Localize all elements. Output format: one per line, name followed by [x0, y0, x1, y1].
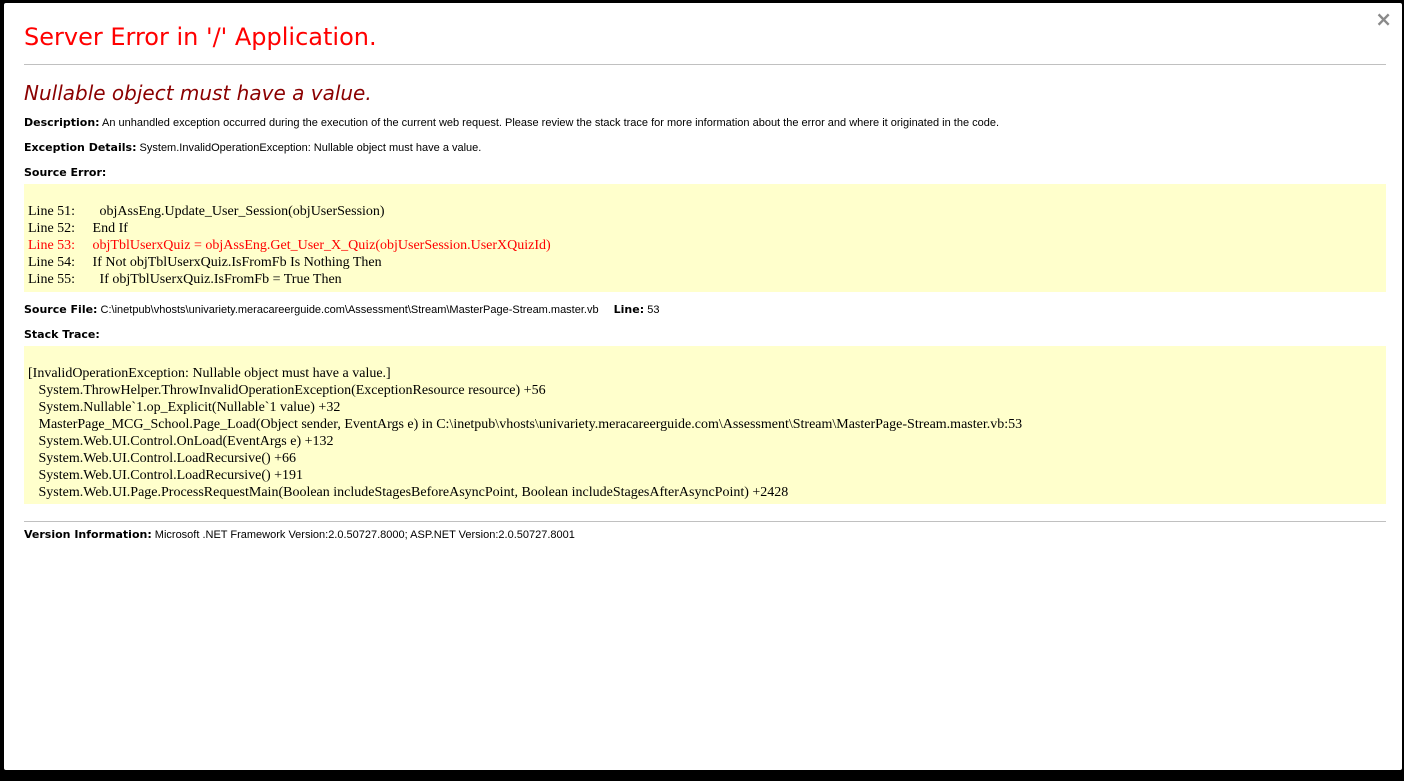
version-row: [24, 528, 1386, 542]
source-line: Line 52: End If: [28, 221, 128, 236]
description-label: Description:: [24, 116, 100, 129]
source-code-box: [24, 184, 1386, 292]
exception-label: Exception Details:: [24, 141, 137, 154]
stack-line: System.Web.UI.Control.LoadRecursive() +66: [28, 451, 297, 466]
stack-line: System.ThrowHelper.ThrowInvalidOperationException(ExceptionResource resource) +56: [28, 383, 546, 398]
line-label: Line:: [613, 303, 645, 316]
stack-line: System.Nullable`1.op_Explicit(Nullable`1 value) +32: [28, 400, 341, 415]
version-divider: [24, 521, 1386, 522]
exception-row: [24, 141, 1386, 155]
exception-text: System.InvalidOperationException: Nullable object must have a value.: [139, 142, 482, 154]
page-title: Server Error in '/' Application.: [24, 23, 377, 51]
stack-line: System.Web.UI.Control.OnLoad(EventArgs e) +132: [28, 434, 334, 449]
stack-trace-label: Stack Trace:: [24, 328, 100, 341]
stack-line: MasterPage_MCG_School.Page_Load(Object sender, EventArgs e) in C:\inetpub\vhosts\univariety.meracareerguide.com\Assessment\Stream\MasterPage-Stream.master.vb:53: [28, 417, 1023, 432]
stack-trace-box: [24, 346, 1386, 504]
stack-line: System.Web.UI.Control.LoadRecursive() +191: [28, 468, 304, 483]
error-modal: [4, 3, 1402, 770]
version-label: Version Information:: [24, 528, 152, 541]
source-file-label: Source File:: [24, 303, 98, 316]
error-content: [24, 3, 1386, 542]
version-text: Microsoft .NET Framework Version:2.0.50727.8000; ASP.NET Version:2.0.50727.8001: [154, 529, 575, 541]
line-number: 53: [647, 304, 660, 316]
source-line: Line 54: If Not objTblUserxQuiz.IsFromFb Is Nothing Then: [28, 255, 382, 270]
stack-trace-row: [24, 328, 1386, 342]
source-line: Line 51: objAssEng.Update_User_Session(objUserSession): [28, 204, 385, 219]
source-file-path: C:\inetpub\vhosts\univariety.meracareerguide.com\Assessment\Stream\MasterPage-Stream.master.vb: [100, 304, 599, 316]
stack-line: [InvalidOperationException: Nullable object must have a value.]: [28, 366, 391, 381]
stack-line: System.Web.UI.Page.ProcessRequestMain(Boolean includeStagesBeforeAsyncPoint, Boolean includeStagesAfterAsyncPoint) +2428: [28, 485, 789, 500]
close-icon[interactable]: ×: [1375, 7, 1392, 31]
title-divider: [24, 64, 1386, 65]
source-file-row: [24, 303, 1386, 317]
source-line: Line 55: If objTblUserxQuiz.IsFromFb = True Then: [28, 272, 342, 287]
error-message: Nullable object must have a value.: [24, 81, 372, 105]
description-row: [24, 116, 1386, 130]
source-error-row: [24, 166, 1386, 180]
source-line-highlighted: Line 53: objTblUserxQuiz = objAssEng.Get_User_X_Quiz(objUserSession.UserXQuizId): [28, 238, 551, 253]
description-text: An unhandled exception occurred during the execution of the current web request. Please review the stack trace for more information about the error and where it originated in the code.: [102, 117, 1000, 129]
source-error-label: Source Error:: [24, 166, 107, 179]
